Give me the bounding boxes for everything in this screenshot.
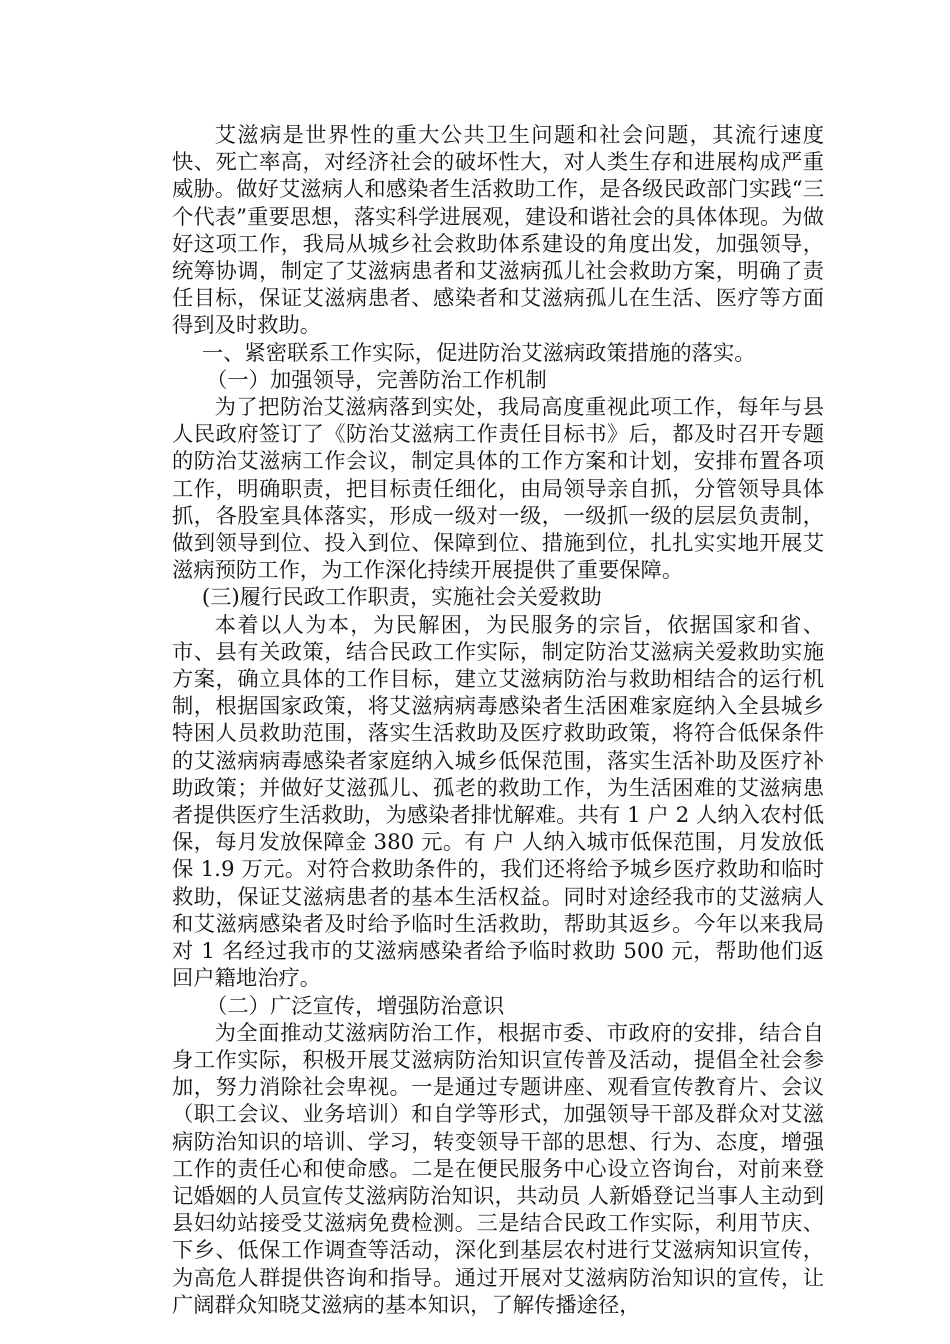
- subsection-heading-publicity: （二）广泛宣传，增强防治意识: [206, 993, 505, 1019]
- subsection-heading-leadership: （一）加强领导，完善防治工作机制: [206, 367, 547, 393]
- intro-paragraph: 艾滋病是世界性的重大公共卫生问题和社会问题，其流行速度快、死亡率高，对经济社会的破坏性大，对人类生存和进展构成严重威胁。做好艾滋病人和感染者生活救助工作，是各级民政部门实践“三个代表”重要思想，落实科学进展观，建设和谐社会的具体体现。为做好这项工作，我局从城乡社会救助体系建设的角度出发，加强领导，统筹协调，制定了艾滋病患者和艾滋病孤儿社会救助方案，明确了责任目标，保证艾滋病患者、感染者和艾滋病孤儿在生活、医疗等方面得到及时救助。: [172, 123, 824, 339]
- subsection-heading-relief: (三)履行民政工作职责，实施社会关爱救助: [201, 585, 602, 611]
- document-body: [172, 122, 824, 1319]
- relief-paragraph: 本着以人为本，为民解困，为民服务的宗旨，依据国家和省、市、县有关政策，结合民政工作实际，制定防治艾滋病关爱救助实施方案，确立具体的工作目标，建立艾滋病防治与救助相结合的运行机制，根据国家政策，将艾滋病病毒感染者生活困难家庭纳入全县城乡特困人员救助范围，落实生活救助及医疗救助政策，将符合低保条件的艾滋病病毒感染者家庭纳入城乡低保范围，落实生活补助及医疗补助政策；并做好艾滋孤儿、孤老的救助工作，为生活困难的艾滋病患者提供医疗生活救助，为感染者排忧解难。共有 1 户 2 人纳入农村低保，每月发放保障金 380 元。有 户 人纳入城市低保范围，月发放低保 1.9 万元。对符合救助条件的，我们还将给予城乡医疗救助和临时救助，保证艾滋病患者的基本生活权益。同时对途经我市的艾滋病人和艾滋病感染者及时给予临时生活救助，帮助其返乡。今年以来我局对 1 名经过我市的艾滋病感染者给予临时救助 500 元，帮助他们返回户籍地治疗。: [172, 612, 824, 992]
- publicity-paragraph: 为全面推动艾滋病防治工作，根据市委、市政府的安排，结合自身工作实际，积极开展艾滋病防治知识宣传普及活动，提倡全社会参加，努力消除社会卑视。一是通过专题讲座、观看宣传教育片、会议（职工会议、业务培训）和自学等形式，加强领导干部及群众对艾滋病防治知识的培训、学习，转变领导干部的思想、行为、态度，增强工作的责任心和使命感。二是在便民服务中心设立咨询台，对前来登记婚姻的人员宣传艾滋病防治知识，共动员 人新婚登记当事人主动到县妇幼站接受艾滋病免费检测。三是结合民政工作实际，利用节庆、下乡、低保工作调查等活动，深化到基层农村进行艾滋病知识宣传，为高危人群提供咨询和指导。通过开展对艾滋病防治知识的宣传，让广阔群众知晓艾滋病的基本知识，了解传播途径，: [172, 1020, 824, 1318]
- leadership-paragraph: 为了把防治艾滋病落到实处，我局高度重视此项工作，每年与县人民政府签订了《防治艾滋病工作责任目标书》后，都及时召开专题的防治艾滋病工作会议，制定具体的工作方案和计划，安排布置各项工作，明确职责，把目标责任细化，由局领导亲自抓，分管领导具体抓，各股室具体落实，形成一级对一级，一级抓一级的层层负责制，做到领导到位、投入到位、保障到位、措施到位，扎扎实实地开展艾滋病预防工作，为工作深化持续开展提供了重要保障。: [172, 395, 824, 584]
- section-heading-1: 一、紧密联系工作实际，促进防治艾滋病政策措施的落实。: [201, 340, 756, 366]
